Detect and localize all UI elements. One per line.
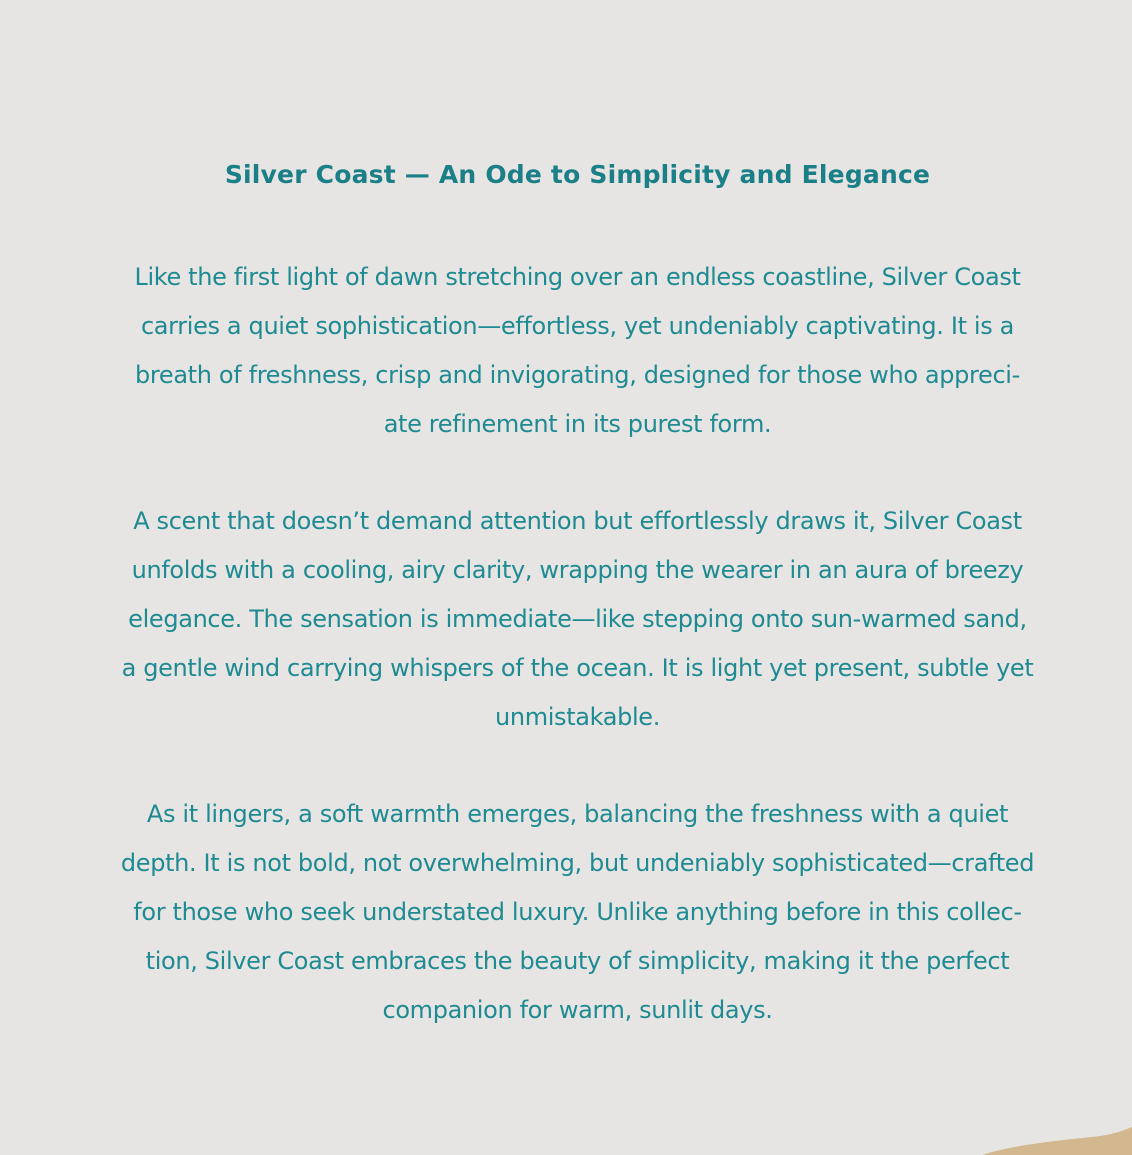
- paragraph-line: companion for warm, sunlit days.: [382, 996, 773, 1024]
- paragraph-line: breath of freshness, crisp and invigorating, designed for those who appreci-: [135, 361, 1020, 389]
- paragraph-line: for those who seek understated luxury. Unlike anything before in this collec-: [133, 898, 1022, 926]
- paragraph-line: carries a quiet sophistication—effortless, yet undeniably captivating. It is a: [140, 312, 1015, 340]
- paragraph-line: a gentle wind carrying whispers of the ocean. It is light yet present, subtle yet: [121, 654, 1034, 682]
- paragraph-line: unfolds with a cooling, airy clarity, wrapping the wearer in an aura of breezy: [131, 556, 1024, 584]
- paragraph-line: unmistakable.: [494, 703, 661, 731]
- page-title: Silver Coast — An Ode to Simplicity and Elegance: [224, 160, 931, 189]
- sand-wave-decoration: [932, 1115, 1132, 1155]
- paragraph-line: depth. It is not bold, not overwhelming, but undeniably sophisticated—crafted: [120, 849, 1035, 877]
- paragraph-line: tion, Silver Coast embraces the beauty of simplicity, making it the perfect: [145, 947, 1010, 975]
- paragraph-line: A scent that doesn’t demand attention but effortlessly draws it, Silver Coast: [133, 507, 1022, 535]
- paragraph-line: Like the first light of dawn stretching over an endless coastline, Silver Coast: [134, 263, 1021, 291]
- paragraph-intro: [0, 253, 1132, 449]
- paragraph-scent: [0, 497, 1132, 742]
- paragraph-drydown: [0, 790, 1132, 1035]
- paragraph-line: As it lingers, a soft warmth emerges, balancing the freshness with a quiet: [146, 800, 1009, 828]
- paragraph-line: ate refinement in its purest form.: [383, 410, 772, 438]
- paragraph-line: elegance. The sensation is immediate—like stepping onto sun-warmed sand,: [128, 605, 1027, 633]
